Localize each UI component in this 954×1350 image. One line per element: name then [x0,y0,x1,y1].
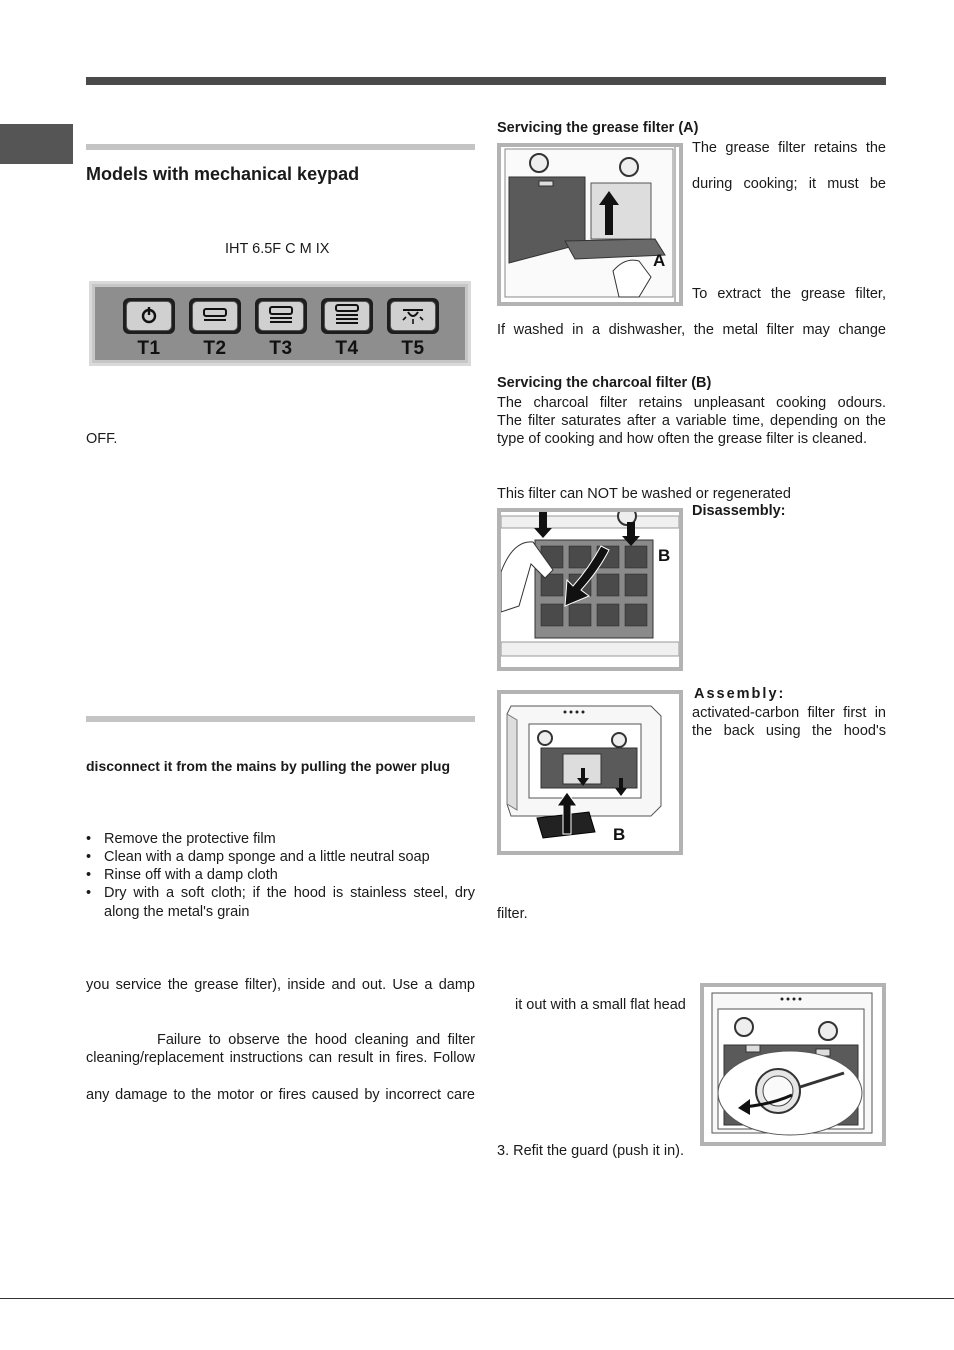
figure-b-label: B [658,546,671,565]
grease-dishwasher-text: If washed in a dishwasher, the metal filter may change [497,322,886,338]
speed-3-icon [325,302,369,330]
no-wash-text: This filter can NOT be washed or regenerated [497,486,791,502]
list-item: • Rinse off with a damp cloth [86,866,475,884]
disassembly-heading: Disassembly: [692,503,786,519]
key-label-t2: T2 [203,338,227,359]
model-name: IHT 6.5F C M IX [225,241,330,257]
key-t5[interactable] [387,298,439,334]
footer-rule [0,1298,954,1299]
figure-charcoal-assembly [497,690,683,855]
key-label-t3: T3 [269,338,293,359]
off-text: OFF. [86,431,118,447]
disconnect-text: disconnect it from the mains by pulling the power plug [86,758,451,774]
charcoal-assembly-illustration [501,694,679,851]
assembly-heading: Assembly: [694,686,786,702]
refit-text: 3. Refit the guard (push it in). [497,1143,684,1159]
section-title: Models with mechanical keypad [86,164,360,184]
section-rule-maintenance [86,716,475,722]
charcoal-text-1: The charcoal filter retains unpleasant cooking odours. [497,395,886,411]
grease-text-2: during cooking; it must be [692,176,886,192]
assembly-text-2: the back using the hood's [692,723,886,739]
list-item: • Clean with a damp sponge and a little neutral soap [86,848,475,866]
flat-head-text: it out with a small flat head [515,997,686,1013]
grease-text-3: To extract the grease filter, [692,286,886,302]
section-rule-top [86,144,475,150]
grease-filter-heading: Servicing the grease filter (A) [497,120,699,136]
key-label-t1: T1 [137,338,161,359]
grease-text-1: The grease filter retains the [692,140,886,156]
list-item: • Dry with a soft cloth; if the hood is stainless steel, dry [86,884,475,902]
figure-a-label: A [653,251,666,270]
key-t1[interactable] [123,298,175,334]
key-label-t4: T4 [335,338,359,359]
figure-grease-filter [497,143,683,306]
speed-2-icon [259,302,303,330]
key-t2[interactable] [189,298,241,334]
charcoal-text-2: The filter saturates after a variable time, depending on the [497,413,886,429]
key-t3[interactable] [255,298,307,334]
power-icon [127,302,171,330]
charcoal-text-3: type of cooking and how often the grease filter is cleaned. [497,431,867,447]
filter-word: filter. [497,906,528,922]
key-t4[interactable] [321,298,373,334]
language-tab [0,124,73,164]
inside-text: you service the grease filter), inside and out. Use a damp [86,977,475,993]
failure-text-2: cleaning/replacement instructions can result in fires. Follow [86,1050,475,1066]
cleaning-bullets [86,830,475,902]
figure-guard-removal [700,983,886,1146]
damage-text: any damage to the motor or fires caused by incorrect care [86,1087,475,1103]
failure-text-1: Failure to observe the hood cleaning and filter [157,1032,475,1048]
list-item: • Remove the protective film [86,830,475,848]
speed-1-icon [193,302,237,330]
grease-filter-illustration [501,147,679,302]
header-rule [86,77,886,85]
assembly-text-1: activated-carbon filter first in [692,705,886,721]
guard-removal-illustration [704,987,882,1142]
keypad-panel [89,281,471,366]
light-icon [391,302,435,330]
charcoal-disassembly-illustration [501,512,679,667]
bullet-continuation: along the metal's grain [104,904,250,920]
figure-b2-label: B [613,825,626,844]
key-label-t5: T5 [401,338,425,359]
charcoal-filter-heading: Servicing the charcoal filter (B) [497,375,712,391]
figure-charcoal-disassembly [497,508,683,671]
